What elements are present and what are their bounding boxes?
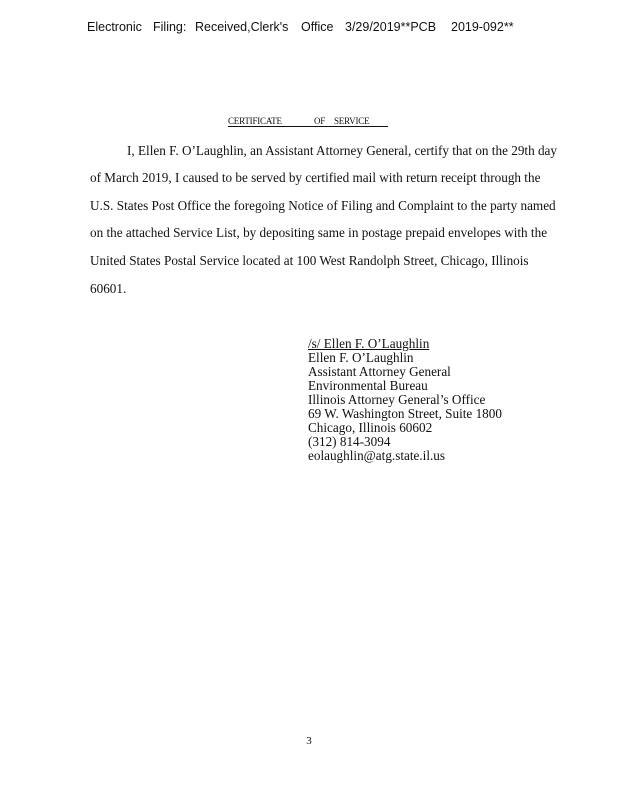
body-line-2: of March 2019, I caused to be served by certified mail with return receipt through the — [90, 170, 541, 185]
signer-name: Ellen F. O’Laughlin — [308, 350, 414, 365]
signer-city: Chicago, Illinois 60602 — [308, 420, 433, 435]
signer-email: eolaughlin@atg.state.il.us — [308, 448, 446, 463]
body-line-3: U.S. States Post Office the foregoing Notice of Filing and Complaint to the party named — [90, 198, 556, 213]
page-number: 3 — [306, 735, 312, 747]
header-case-number: 2019-092** — [451, 20, 514, 34]
header-word-filing: Filing: — [153, 20, 187, 34]
signer-title: Assistant Attorney General — [308, 364, 451, 379]
body-line-6: 60601. — [90, 281, 127, 296]
header-word-received: Received,Clerk's — [195, 20, 289, 34]
signer-phone: (312) 814-3094 — [308, 434, 391, 449]
title-underline — [228, 126, 388, 127]
signer-office: Illinois Attorney General’s Office — [308, 392, 486, 407]
header-filed-date: 3/29/2019**PCB — [345, 20, 437, 34]
title-word-service: SERVICE — [334, 116, 370, 126]
signer-bureau: Environmental Bureau — [308, 378, 428, 393]
body-line-4: on the attached Service List, by depositing same in postage prepaid envelopes with the — [90, 225, 548, 240]
title-word-of: OF — [314, 116, 326, 126]
signer-street: 69 W. Washington Street, Suite 1800 — [308, 406, 502, 421]
header-word-electronic: Electronic — [87, 20, 142, 34]
title-word-certificate: CERTIFICATE — [228, 116, 282, 126]
body-line-1: I, Ellen F. O’Laughlin, an Assistant Attorney General, certify that on the 29th day — [127, 143, 558, 158]
body-line-5: United States Postal Service located at 100 West Randolph Street, Chicago, Illinois — [90, 253, 529, 268]
signature-line: /s/ Ellen F. O’Laughlin — [308, 336, 430, 351]
header-word-office: Office — [301, 20, 334, 34]
signature-block — [308, 337, 502, 463]
